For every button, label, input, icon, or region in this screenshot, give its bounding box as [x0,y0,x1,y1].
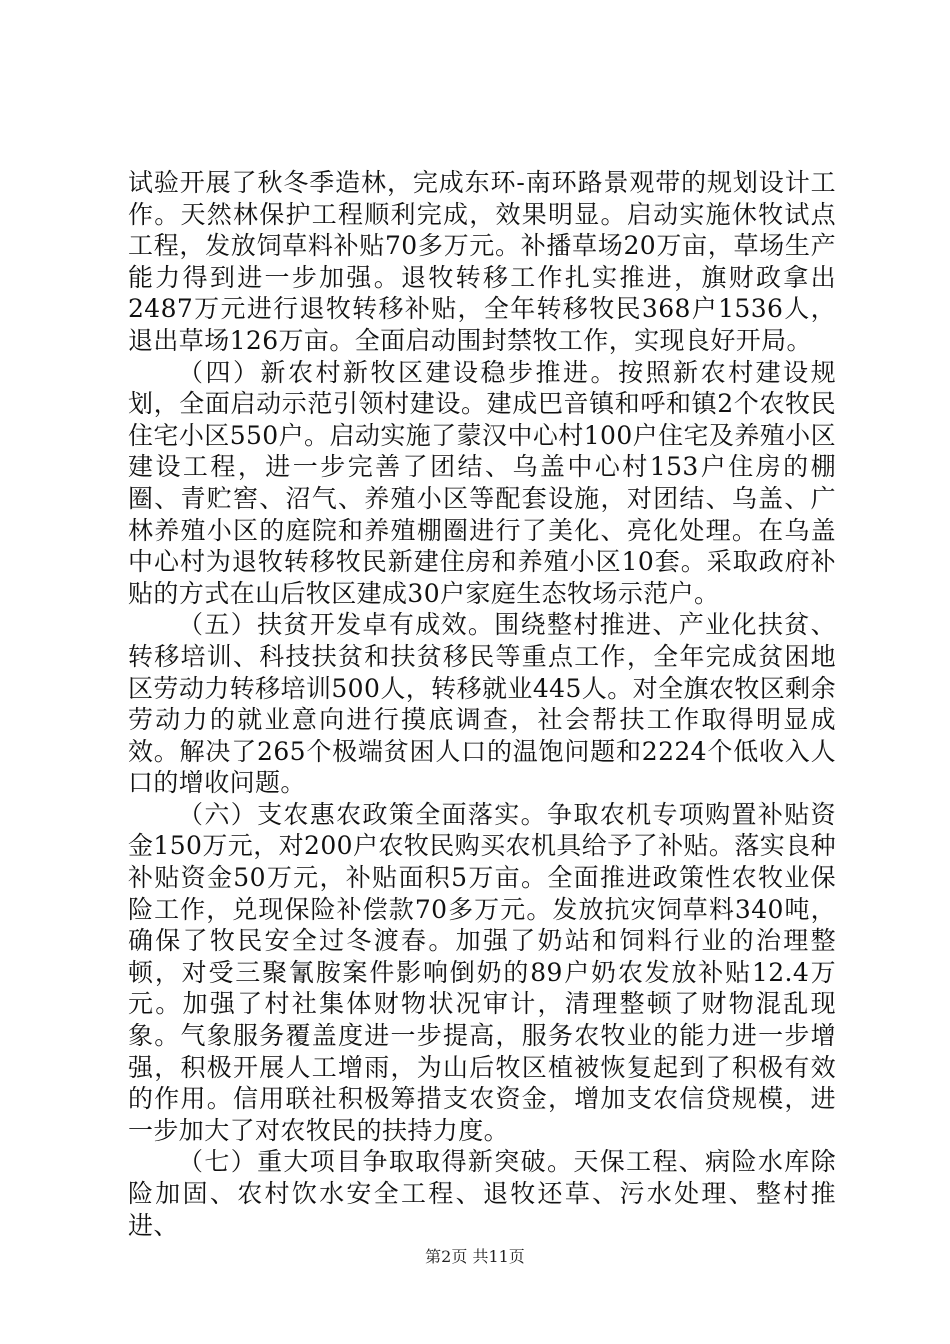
paragraph-section-6: （六）支农惠农政策全面落实。争取农机专项购置补贴资金150万元，对200户农牧民购买农机具给予了补贴。落实良种补贴资金50万元，补贴面积5万亩。全面推进政策性农牧业保险工作，兑现保险补偿款70多万元。发放抗灾饲草料340吨，确保了牧民安全过冬渡春。加强了奶站和饲料行业的治理整顿，对受三聚氰胺案件影响倒奶的89户奶农发放补贴12.4万元。加强了村社集体财物状况审计，清理整顿了财物混乱现象。气象服务覆盖度进一步提高，服务农牧业的能力进一步增强，积极开展人工增雨，为山后牧区植被恢复起到了积极有效的作用。信用联社积极筹措支农资金，增加支农信贷规模，进一步加大了对农牧民的扶持力度。 [128,799,836,1145]
paragraph-section-4: （四）新农村新牧区建设稳步推进。按照新农村建设规划，全面启动示范引领村建设。建成巴音镇和呼和镇2个农牧民住宅小区550户。启动实施了蒙汉中心村100户住宅及养殖小区建设工程，进一步完善了团结、乌盖中心村153户住房的棚圈、青贮窖、沼气、养殖小区等配套设施，对团结、乌盖、广林养殖小区的庭院和养殖棚圈进行了美化、亮化处理。在乌盖中心村为退牧转移牧民新建住房和养殖小区10套。采取政府补贴的方式在山后牧区建成30户家庭生态牧场示范户。 [128,357,836,608]
paragraph-section-5: （五）扶贫开发卓有成效。围绕整村推进、产业化扶贫、转移培训、科技扶贫和扶贫移民等重点工作，全年完成贫困地区劳动力转移培训500人，转移就业445人。对全旗农牧区剩余劳动力的就业意向进行摸底调查，社会帮扶工作取得明显成效。解决了265个极端贫困人口的温饱问题和2224个低收入人口的增收问题。 [128,610,836,798]
paragraph-section-7: （七）重大项目争取取得新突破。天保工程、病险水库除险加固、农村饮水安全工程、退牧还草、污水处理、整村推进、 [128,1147,836,1240]
page-footer: 第2页 共11页 [425,1247,525,1266]
paragraph-continued: 试验开展了秋冬季造林，完成东环-南环路景观带的规划设计工作。天然林保护工程顺利完成，效果明显。启动实施休牧试点工程，发放饲草料补贴70多万元。补播草场20万亩，草场生产能力得到进一步加强。退牧转移工作扎实推进，旗财政拿出2487万元进行退牧转移补贴，全年转移牧民368户1536人，退出草场126万亩。全面启动围封禁牧工作，实现良好开局。 [128,168,836,355]
document-body [128,167,836,1241]
